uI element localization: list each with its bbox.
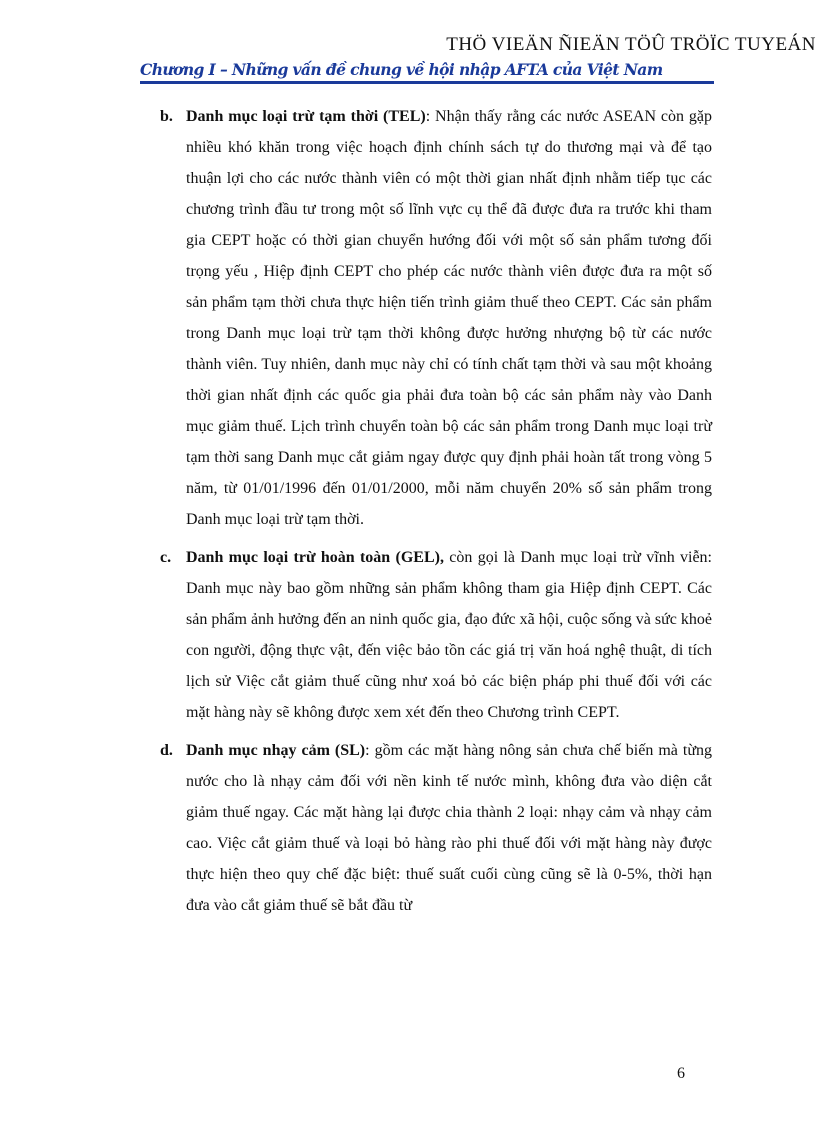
list-item-title: Danh mục loại trừ hoàn toàn (GEL), [186,549,444,566]
list-item-b [160,101,712,535]
list-item-d [160,735,712,921]
list-item-text [186,542,712,728]
list-item-text [186,101,712,535]
header-divider [140,81,714,84]
page-number: 6 [677,1065,685,1082]
chapter-header: Chương I – Những vấn đề chung về hội nhập AFTA của Việt Nam [140,60,663,79]
list-item-body: còn gọi là Danh mục loại trừ vĩnh viễn: Danh mục này bao gồm những sản phẩm không tham gia Hiệp định CEPT. Các sản phẩm ảnh hưởng đến an ninh quốc gia, đạo đức xã hội, cuộc sống và sức khoẻ con người, động thực vật, đến việc bảo tồn các giá trị văn hoá nghệ thuật, di tích lịch sử Việc cắt giảm thuế cũng như xoá bỏ các biện pháp phi thuế đối với các mặt hàng này sẽ không được xem xét đến theo Chương trình CEPT. [186,549,713,721]
list-marker: d. [160,742,173,759]
site-watermark: THÖ VIEÄN ÑIEÄN TÖÛ TRÖÏC TUYEÁN [446,34,816,55]
list-item-c [160,542,712,728]
list-marker: c. [160,549,172,566]
list-item-body: : gồm các mặt hàng nông sản chưa chế biến mà từng nước cho là nhạy cảm đối với nền kinh tế nước mình, không đưa vào diện cắt giảm thuế ngay. Các mặt hàng lại được chia thành 2 loại: nhạy cảm và nhạy cảm cao. Việc cắt giảm thuế và loại bỏ hàng rào phi thuế đối với mặt hàng này được thực hiện theo quy chế đặc biệt: thuế suất cuối cùng cũng sẽ là 0-5%, thời hạn đưa vào cắt giảm thuế sẽ bắt đầu từ [186,742,712,914]
list-item-text [186,735,712,921]
document-body [160,101,712,928]
list-item-title: Danh mục loại trừ tạm thời (TEL) [186,108,426,125]
list-marker: b. [160,108,173,125]
list-item-title: Danh mục nhạy cảm (SL) [186,742,366,759]
list-item-body: : Nhận thấy rằng các nước ASEAN còn gặp nhiều khó khăn trong việc hoạch định chính sách tự do thương mại và để tạo thuận lợi cho các nước thành viên có một thời gian nhất định nhằm tiếp tục các chương trình đầu tư trong một số lĩnh vực cụ thể đã được đưa ra trước khi tham gia CEPT hoặc có thời gian chuyển hướng đối với một số sản phẩm tương đối trọng yếu , Hiệp định CEPT cho phép các nước thành viên được đưa ra một số sản phẩm tạm thời chưa thực hiện tiến trình giảm thuế theo CEPT. Các sản phẩm trong Danh mục loại trừ tạm thời không được hưởng nhượng bộ từ các nước thành viên. Tuy nhiên, danh mục này chỉ có tính chất tạm thời và sau một khoảng thời gian nhất định các quốc gia phải đưa toàn bộ các sản phẩm này vào Danh mục giảm thuế. Lịch trình chuyển toàn bộ các sản phẩm trong Danh mục loại trừ tạm thời sang Danh mục cắt giảm ngay được quy định phải hoàn tất trong vòng 5 năm, từ 01/01/1996 đến 01/01/2000, mỗi năm chuyển 20% số sản phẩm trong Danh mục loại trừ tạm thời. [186,108,712,528]
